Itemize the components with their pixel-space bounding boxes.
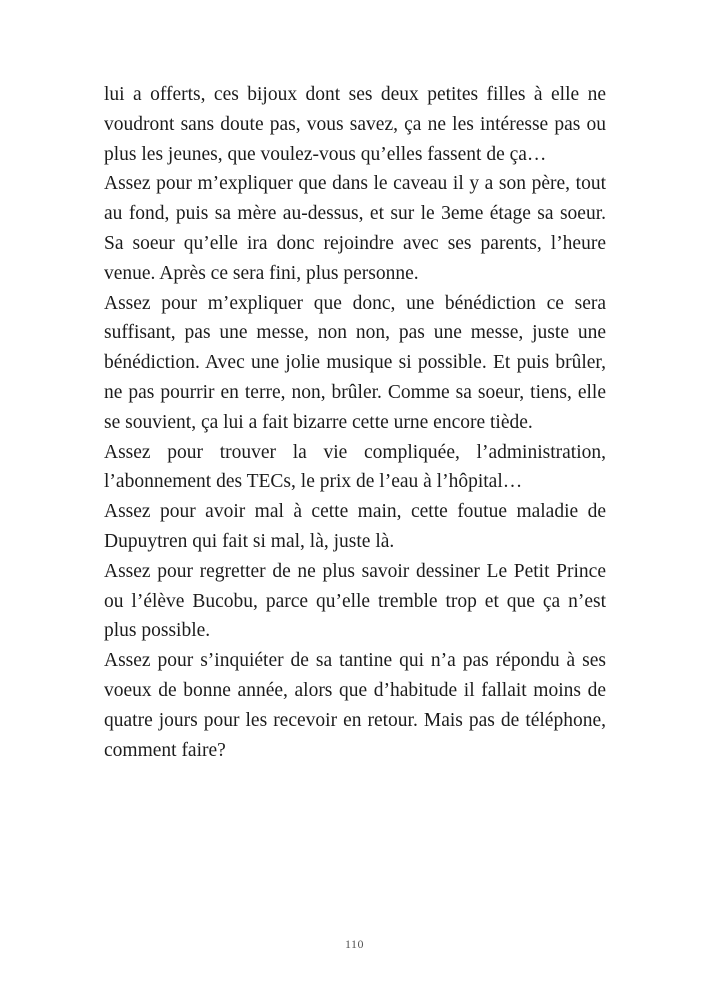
paragraph: Assez pour m’expliquer que dans le caveau il y a son père, tout au fond, puis sa mère au-dessus, et sur le 3eme étage sa soeur. Sa soeur qu’elle ira donc rejoindre avec ses parents, l’heure venue. Après ce sera fini, plus personne.	[104, 173, 606, 284]
paragraph: Assez pour m’expliquer que donc, une bénédiction ce sera suffisant, pas une messe, non non, pas une messe, juste une bénédiction. Avec une jolie musique si possible. Et puis brûler, ne pas pourrir en terre, non, brûler. Comme sa soeur, tiens, elle se souvient, ça lui a fait bizarre cette urne encore tiède.	[104, 292, 606, 433]
paragraph: lui a offerts, ces bijoux dont ses deux petites filles à elle ne voudront sans doute pas, vous savez, ça ne les intéresse pas ou plus les jeunes, que voulez-vous qu’elles fassent de ça…	[104, 84, 606, 165]
paragraph: Assez pour s’inquiéter de sa tantine qui n’a pas répondu à ses voeux de bonne année, alors que d’habitude il fallait moins de quatre jours pour les recevoir en retour. Mais pas de téléphone, comment faire?	[104, 650, 606, 761]
paragraph: Assez pour avoir mal à cette main, cette foutue maladie de Dupuytren qui fait si mal, là, juste là.	[104, 501, 606, 552]
page-number: 110	[344, 937, 365, 951]
paragraph: Assez pour trouver la vie compliquée, l’administration, l’abonnement des TECs, le prix de l’eau à l’hôpital…	[104, 441, 606, 493]
paragraph: Assez pour regretter de ne plus savoir dessiner Le Petit Prince ou l’élève Bucobu, parce qu’elle tremble trop et que ça n’est plus possible.	[104, 560, 606, 642]
page-text-block	[104, 80, 606, 765]
